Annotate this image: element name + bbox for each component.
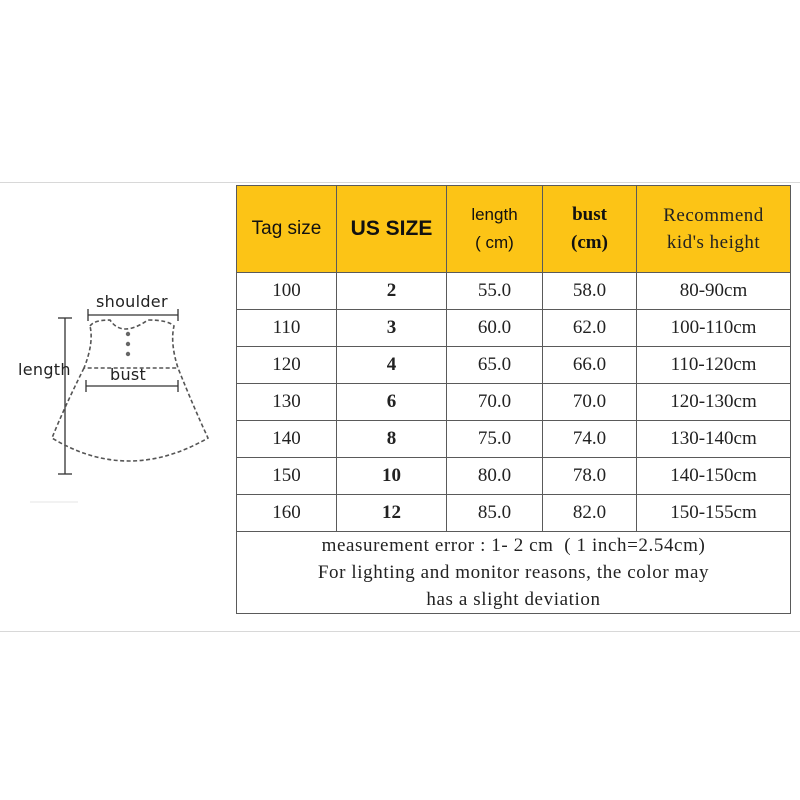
table-row [237, 421, 791, 458]
cell-length: 55.0 [447, 273, 543, 310]
note-line-3: has a slight deviation [426, 589, 601, 610]
header-tag-size: Tag size [237, 186, 337, 273]
cell-tag: 150 [237, 458, 337, 495]
table-row [237, 347, 791, 384]
header-bust: bust (cm) [543, 186, 637, 273]
length-label: length [18, 360, 71, 379]
cell-us-size: 8 [337, 421, 447, 458]
header-length: length ( cm) [447, 186, 543, 273]
header-us-size: US SIZE [337, 186, 447, 273]
note-line-2: For lighting and monitor reasons, the color may [317, 562, 710, 583]
table-row [237, 273, 791, 310]
cell-height: 110-120cm [637, 347, 791, 384]
cell-tag: 120 [237, 347, 337, 384]
table-row [237, 384, 791, 421]
cell-tag: 100 [237, 273, 337, 310]
cell-height: 80-90cm [637, 273, 791, 310]
cell-us-size: 2 [337, 273, 447, 310]
cell-us-size: 3 [337, 310, 447, 347]
header-recommend-height: Recommend kid's height [637, 186, 791, 273]
cell-tag: 130 [237, 384, 337, 421]
note-row [237, 532, 791, 614]
cell-tag: 160 [237, 495, 337, 532]
cell-length: 75.0 [447, 421, 543, 458]
dress-sketch-icon [18, 288, 218, 518]
cell-us-size: 4 [337, 347, 447, 384]
header-row [237, 186, 791, 273]
cell-bust: 78.0 [543, 458, 637, 495]
table-row [237, 495, 791, 532]
cell-length: 65.0 [447, 347, 543, 384]
cell-bust: 74.0 [543, 421, 637, 458]
cell-bust: 70.0 [543, 384, 637, 421]
cell-tag: 140 [237, 421, 337, 458]
bust-label: bust [110, 365, 147, 384]
cell-height: 140-150cm [637, 458, 791, 495]
measurement-note [237, 532, 791, 614]
cell-length: 70.0 [447, 384, 543, 421]
cell-bust: 58.0 [543, 273, 637, 310]
cell-us-size: 12 [337, 495, 447, 532]
cell-bust: 62.0 [543, 310, 637, 347]
cell-bust: 82.0 [543, 495, 637, 532]
cell-height: 150-155cm [637, 495, 791, 532]
table-row [237, 310, 791, 347]
cell-length: 85.0 [447, 495, 543, 532]
cell-length: 80.0 [447, 458, 543, 495]
note-line-1: measurement error : 1- 2 cm ( 1 inch=2.54cm) [321, 535, 706, 556]
top-whitespace [0, 0, 800, 168]
cell-length: 60.0 [447, 310, 543, 347]
cell-tag: 110 [237, 310, 337, 347]
cell-bust: 66.0 [543, 347, 637, 384]
cell-height: 130-140cm [637, 421, 791, 458]
cell-us-size: 6 [337, 384, 447, 421]
table-row [237, 458, 791, 495]
cell-height: 100-110cm [637, 310, 791, 347]
cell-height: 120-130cm [637, 384, 791, 421]
size-table [236, 185, 791, 614]
cell-us-size: 10 [337, 458, 447, 495]
shoulder-label: shoulder [96, 292, 168, 311]
